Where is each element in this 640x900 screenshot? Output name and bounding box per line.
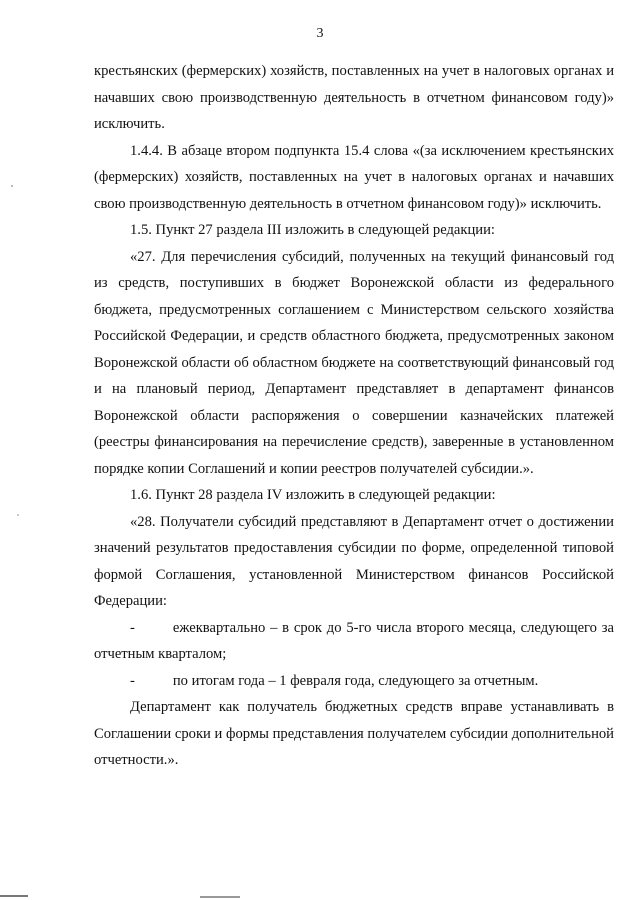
scan-dust [17, 514, 19, 516]
paragraph-point-28: «28. Получатели субсидий представляют в Департамент отчет о достижении значений результатов предоставления субсидии по форме, определенной типовой формой Соглашения, установленной Министерством финансов Российской Федерации: [94, 513, 614, 609]
paragraph-continuation: крестьянских (фермерских) хозяйств, поставленных на учет в налоговых органах и начавших свою производственную деятельность в отчетном финансовом году)» исключить. [94, 63, 614, 132]
scan-edge-mark [0, 895, 28, 897]
document-body [94, 58, 614, 774]
paragraph-point-27: «27. Для перечисления субсидий, полученных на текущий финансовый год из средств, поступивших в бюджет Воронежской области из федерального бюджета, предусмотренных соглашением с Министерством сельского хозяйства Российской Федерации, и средств областного бюджета, предусмотренных законом Воронежской области об областном бюджете на соответствующий финансовый год и на плановый период, Департамент представляет в департамент финансов Воронежской области распоряжения о совершении казначейских платежей (реестры финансирования на перечисление средств), заверенные в установленном порядке копии Соглашений и копии реестров получателей субсидии.». [94, 248, 614, 477]
paragraph-reporting-rights: Департамент как получатель бюджетных средств вправе устанавливать в Соглашении сроки и формы представления получателем субсидии дополнительной отчетности.». [94, 699, 614, 768]
paragraph-1-6: 1.6. Пункт 28 раздела IV изложить в следующей редакции: [130, 487, 496, 503]
dash-list-item [94, 668, 614, 695]
dash-item-text: ежеквартально – в срок до 5-го числа второго месяца, следующего за отчетным кварталом; [94, 619, 614, 662]
page-number: 3 [316, 26, 324, 41]
dash-marker: - [130, 619, 135, 636]
scan-edge-mark [200, 896, 240, 898]
dash-list-item [94, 615, 614, 668]
paragraph-1-4-4: 1.4.4. В абзаце втором подпункта 15.4 слова «(за исключением крестьянских (фермерских) хозяйств, поставленных на учет в налоговых органах и начавших свою производственную деятельность в отчетном финансовом году)» исключить. [94, 142, 614, 212]
scan-dust [11, 185, 13, 187]
dash-marker: - [130, 672, 135, 689]
dash-item-text: по итогам года – 1 февраля года, следующего за отчетным. [172, 672, 539, 689]
paragraph-1-5: 1.5. Пункт 27 раздела III изложить в следующей редакции: [130, 222, 495, 238]
